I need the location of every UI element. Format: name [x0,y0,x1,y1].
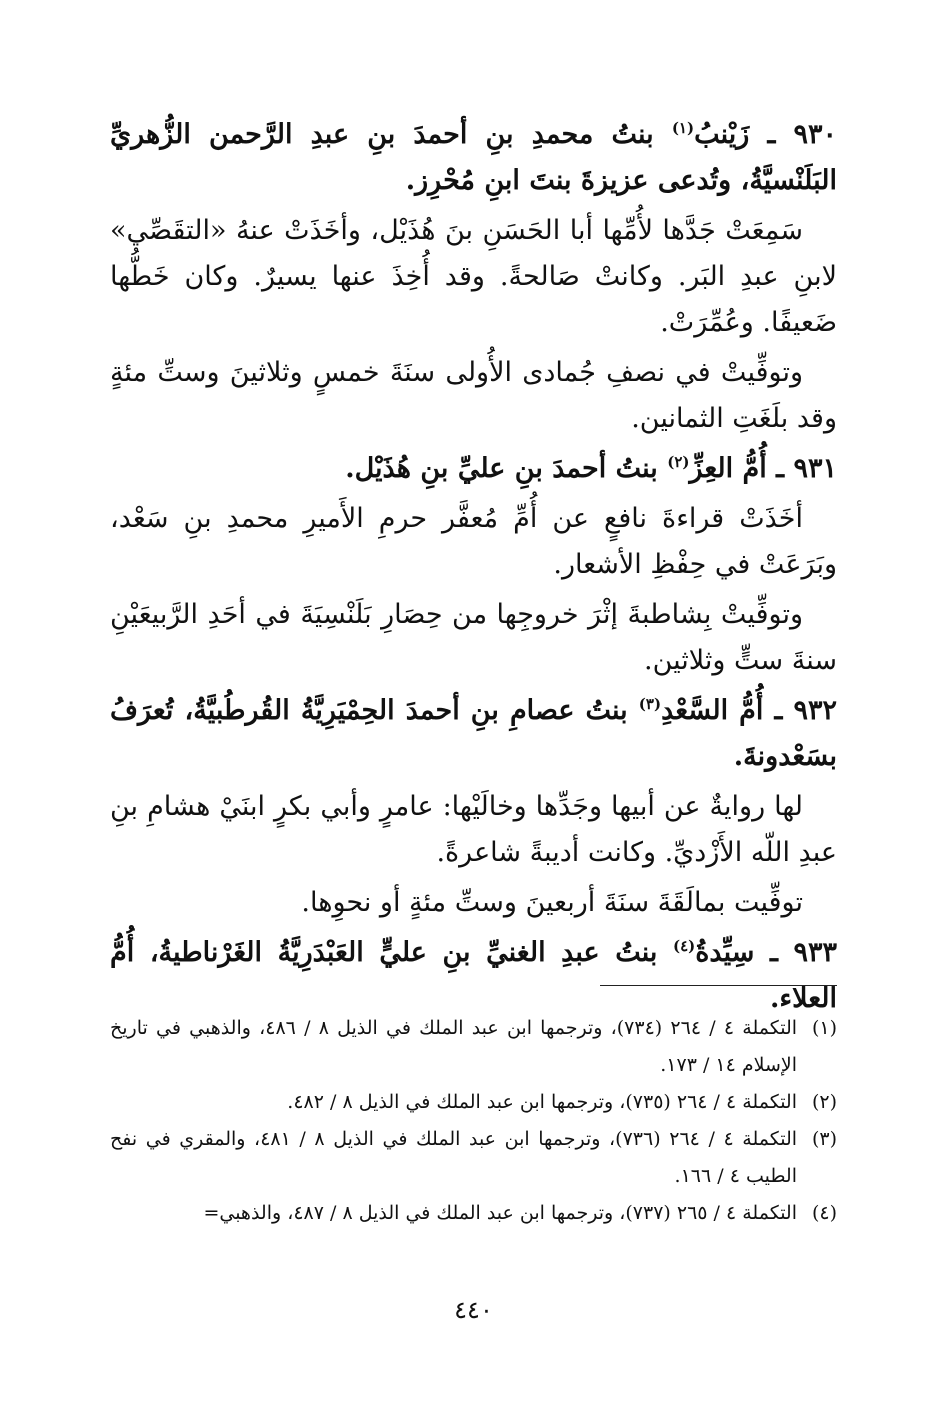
entry-number: ٩٣٣ [793,937,837,968]
footnote-number: (٣) [811,1128,837,1150]
footnote-text: التكملة ٤ / ٢٦٥ (٧٣٧)، وترجمها ابن عبد الملك في الذيل ٨ / ٤٨٧، والذهبي= [203,1202,797,1224]
footnote-text: التكملة ٤ / ٢٦٤ (٧٣٤)، وترجمها ابن عبد الملك في الذيل ٨ / ٤٨٦، والذهبي في تاريخ الإسلام ١٤ / ١٧٣. [110,1017,798,1076]
footnote-separator [600,985,837,986]
entry-heading-932: ٩٣٢ ـ أُمُّ السَّعْدِ$^{(٣)}$ بنتُ عصامِ بنِ أحمدَ الحِمْيَرِيَّةُ القُرطُبيَّةُ، تُعرَفُ بسَعْدونةَ. [110,695,837,772]
entry-lineage: بنتُ محمدِ بنِ أحمدَ بنِ عبدِ الرَّحمن الزُّهريِّ البَلَنْسيَّةُ، وتُدعى عزيزةَ بنتَ ابنِ مُحْرِز. [110,119,837,196]
footnote [110,1195,837,1232]
footnote-number: (٤) [811,1202,837,1224]
footnote [110,1121,837,1195]
entry-number: ٩٣٠ [793,119,838,150]
entry-lineage: بنتُ عبدِ الغنيِّ بنِ عليٍّ العَبْدَرِيَّةُ الغَرْناطيةُ، أُمُّ العلاء. [110,937,837,1014]
entry-paragraph: سَمِعَتْ جَدَّها لأُمِّها أبا الحَسَنِ بنَ هُذَيْل، وأخَذَتْ عنهُ «التقَصِّي» لابنِ عبدِ البَر. وكانتْ صَالحةً. وقد أُخِذَ عنها يسيرٌ. وكان خَطُّها ضَعيفًا. وعُمِّرَتْ. [110,215,837,338]
footnotes [110,1010,837,1232]
entry-paragraph: توفِّيت بمالَقَةَ سنَةَ أربعينَ وستِّ مئةٍ أو نحوِها. [301,887,803,918]
entry-heading-933: ٩٣٣ ـ سِيِّدةُ$^{(٤)}$ بنتُ عبدِ الغنيِّ بنِ عليٍّ العَبْدَرِيَّةُ الغَرْناطيةُ، أُمُّ العلاء. [110,937,837,1014]
entry-name: سِيِّدةُ [695,937,755,968]
footnote-text: التكملة ٤ / ٢٦٤ (٧٣٥)، وترجمها ابن عبد الملك في الذيل ٨ / ٤٨٢. [287,1091,797,1113]
footnote-text: التكملة ٤ / ٢٦٤ (٧٣٦)، وترجمها ابن عبد الملك في الذيل ٨ / ٤٨١، والمقري في نفح الطيب ٤ / ١٦٦. [110,1128,798,1187]
biography-entries [110,112,837,1022]
footnote-number: (٢) [811,1091,837,1113]
footnote-ref[interactable]: (٣) [638,695,662,713]
footnote [110,1010,837,1084]
entry-heading-930: ٩٣٠ ـ زَيْنبُ$^{(١)}$ بنتُ محمدِ بنِ أحمدَ بنِ عبدِ الرَّحمن الزُّهريِّ البَلَنْسيَّةُ، وتُدعى عزيزةَ بنتَ ابنِ مُحْرِز. [110,119,838,196]
footnote-ref[interactable]: (٢) [667,453,690,471]
footnote-ref[interactable]: (١) [671,119,695,137]
footnote-number: (١) [811,1017,837,1039]
entry-lineage: بنتُ أحمدَ بنِ عليِّ بنِ هُذَيْل. [345,453,658,484]
entry-paragraph: وتوفِّيتْ في نصفِ جُمادى الأُولى سنَةَ خمسٍ وثلاثينَ وستِّ مئةٍ وقد بلَغَتِ الثمانين. [110,357,837,434]
entry-paragraph: أخَذَتْ قراءةَ نافعٍ عن أُمِّ مُعفَّر حرمِ الأَميرِ محمدِ بنِ سَعْد، وبَرَعَتْ في حِفْظِ الأشعار. [110,503,837,580]
entry-heading-931: ٩٣١ ـ أُمُّ العِزِّ$^{(٢)}$ بنتُ أحمدَ بنِ عليِّ بنِ هُذَيْل. [345,453,837,484]
entry-lineage: بنتُ عصامِ بنِ أحمدَ الحِمْيَرِيَّةُ القُرطُبيَّةُ، تُعرَفُ بسَعْدونةَ. [110,695,837,772]
footnote-ref[interactable]: (٤) [672,937,696,955]
entry-name: أُمُّ السَّعْدِ [661,695,764,726]
entry-paragraph: وتوفِّيتْ بِشاطبةَ إثْرَ خروجِها من حِصَارِ بَلَنْسِيَةَ في أحَدِ الرَّبيعَيْنِ سنةَ ستٍّ وثلاثين. [110,599,837,676]
entry-number: ٩٣١ [793,453,837,484]
entry-name: زَيْنبُ [694,119,750,150]
entry-name: أُمُّ العِزِّ [689,453,767,484]
entry-paragraph: لها روايةٌ عن أبيها وجَدِّها وخالَيْها: عامرٍ وأبي بكرٍ ابنَيْ هشامِ بنِ عبدِ اللّه الأَزْديِّ. وكانت أديبةً شاعرةً. [110,791,837,868]
page-number: ٤٤٠ [454,1296,493,1324]
footnote [110,1084,837,1121]
entry-number: ٩٣٢ [793,695,837,726]
